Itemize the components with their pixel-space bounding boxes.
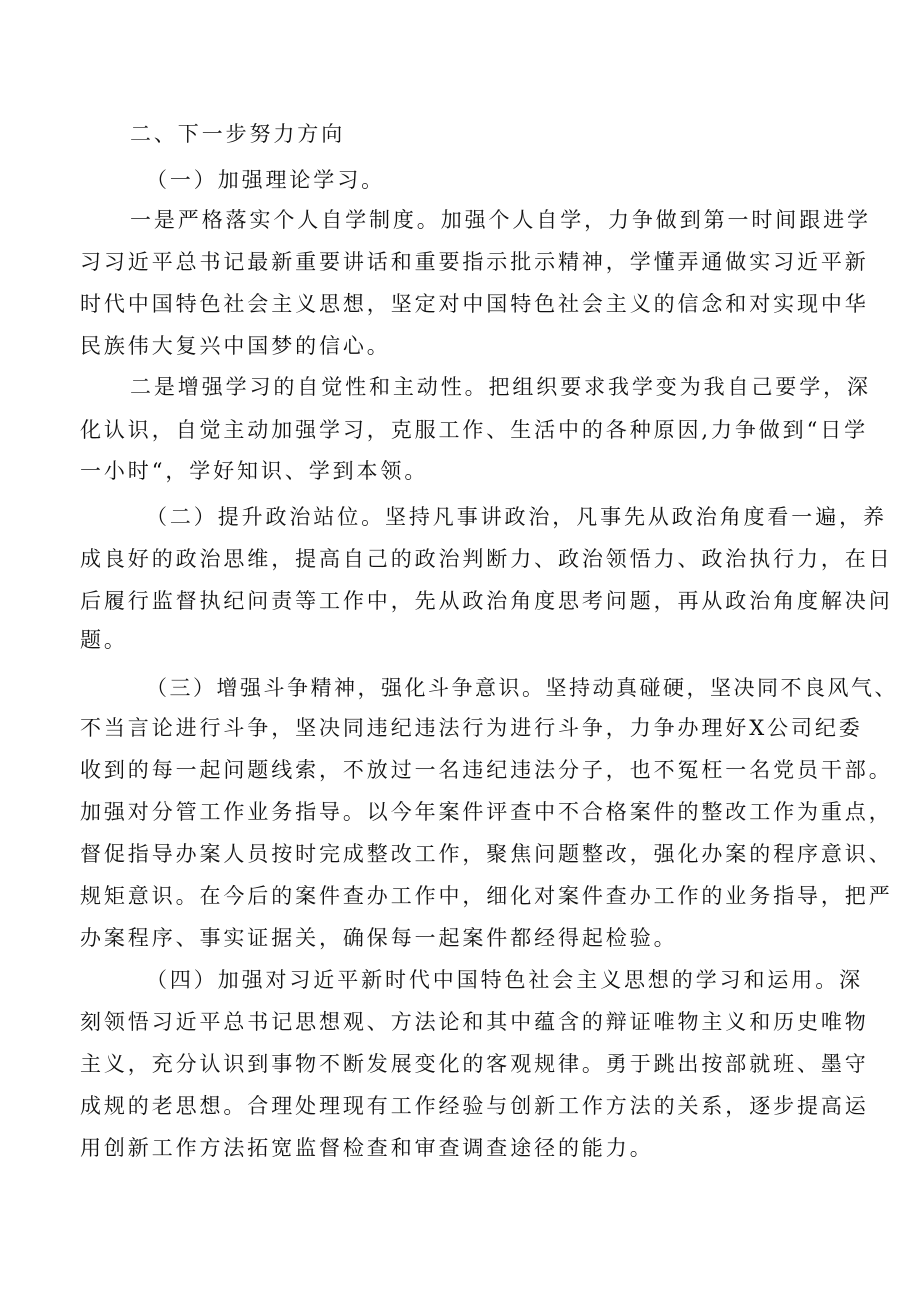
paragraph-line: 习习近平总书记最新重要讲话和重要指示批示精神，学懂弄通做实习近平新 <box>80 250 869 274</box>
paragraph-line: （二）提升政治站位。坚持凡事讲政治，凡事先从政治角度看一遍，养 <box>146 505 887 529</box>
paragraph-line: 成规的老思想。合理处理现有工作经验与创新工作方法的关系，逐步提高运 <box>80 1094 869 1118</box>
paragraph-line: 办案程序、事实证据关，确保每一起案件都经得起检验。 <box>80 926 678 950</box>
paragraph-line: 一是严格落实个人自学制度。加强个人自学，力争做到第一时间跟进学 <box>130 208 871 232</box>
paragraph-line: 用创新工作方法拓宽监督检查和审查调查途径的能力。 <box>80 1136 654 1160</box>
paragraph-line: 主义，充分认识到事物不断发展变化的客观规律。勇于跳出按部就班、墨守 <box>80 1052 869 1076</box>
paragraph-line: 化认识，自觉主动加强学习，克服工作、生活中的各种原因,力争做到“日学 <box>80 418 869 442</box>
paragraph-line: 规矩意识。在今后的案件查办工作中，细化对案件查办工作的业务指导，把严 <box>80 884 893 908</box>
paragraph-line: 刻领悟习近平总书记思想观、方法论和其中蕴含的辩证唯物主义和历史唯物 <box>80 1010 869 1034</box>
subsection-heading: （一）加强理论学习。 <box>146 168 385 192</box>
paragraph-line: （四）加强对习近平新时代中国特色社会主义思想的学习和运用。深 <box>146 968 863 992</box>
paragraph-line: 二是增强学习的自觉性和主动性。把组织要求我学变为我自己要学，深 <box>130 375 871 399</box>
paragraph-line: 后履行监督执纪问责等工作中，先从政治角度思考问题，再从政治角度解决问 <box>80 589 893 613</box>
section-heading: 二、下一步努力方向 <box>130 122 346 146</box>
paragraph-line: 题。 <box>80 628 128 652</box>
paragraph-line: 不当言论进行斗争，坚决同违纪违法行为进行斗争，力争办理好X公司纪委 <box>80 716 863 740</box>
paragraph-line: 时代中国特色社会主义思想，坚定对中国特色社会主义的信念和对实现中华 <box>80 292 869 316</box>
paragraph-line: 民族伟大复兴中国梦的信心。 <box>80 334 391 358</box>
paragraph-line: 一小时“，学好知识、学到本领。 <box>80 459 429 483</box>
paragraph-line: 成良好的政治思维，提高自己的政治判断力、政治领悟力、政治执行力，在日 <box>80 547 893 571</box>
paragraph-line: 督促指导办案人员按时完成整改工作，聚焦问题整改，强化办案的程序意识、 <box>80 842 893 866</box>
paragraph-line: 加强对分管工作业务指导。以今年案件评查中不合格案件的整改工作为重点， <box>80 800 893 824</box>
paragraph-line: （三）增强斗争精神，强化斗争意识。坚持动真碰硬，坚决同不良风气、 <box>146 676 898 700</box>
paragraph-line: 收到的每一起问题线索，不放过一名违纪违法分子，也不冤枉一名党员干部。 <box>80 758 893 782</box>
